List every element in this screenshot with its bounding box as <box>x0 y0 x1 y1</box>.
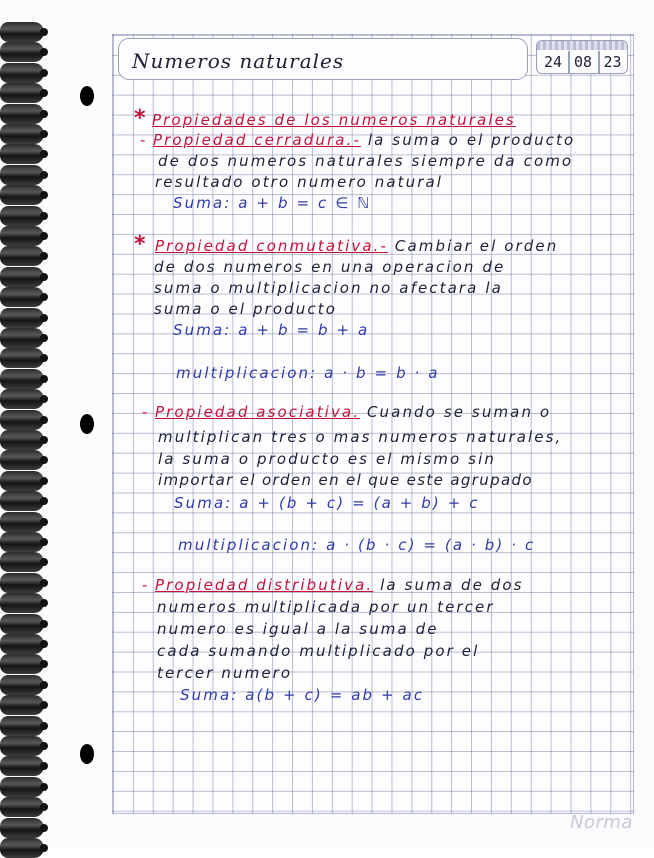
property-text: la suma de dos <box>380 576 524 594</box>
spiral-ring-icon <box>0 491 44 511</box>
asterisk-icon: * <box>134 106 146 131</box>
formula-suma: Suma: a + (b + c) = (a + b) + c <box>174 494 480 512</box>
property-text: la suma o el producto <box>367 131 576 149</box>
spiral-ring-icon <box>0 797 44 817</box>
text-line: multiplican tres o mas numeros naturales, <box>158 428 563 446</box>
page-title: Numeros naturales <box>132 49 345 73</box>
text-line: importar el orden en el que este agrupado <box>158 471 533 489</box>
spiral-ring-icon <box>0 573 44 593</box>
spiral-ring-icon <box>0 614 44 634</box>
property-text: Cambiar el orden <box>394 237 559 255</box>
spiral-ring-icon <box>0 593 44 613</box>
property-conmutativa <box>155 237 558 255</box>
spiral-ring-icon <box>0 308 44 328</box>
spiral-ring-icon <box>0 144 44 164</box>
spiral-ring-icon <box>0 695 44 715</box>
spiral-ring-icon <box>0 634 44 654</box>
text-line: suma o multiplicacion no afectara la <box>154 279 503 297</box>
date-day: 24 <box>543 53 563 71</box>
spiral-ring-icon <box>0 42 44 62</box>
spiral-ring-icon <box>0 777 44 797</box>
date-year: 23 <box>603 53 622 71</box>
spiral-ring-icon <box>0 63 44 83</box>
property-text: Cuando se suman o <box>366 403 552 421</box>
spiral-ring-icon <box>0 246 44 266</box>
spiral-ring-icon <box>0 512 44 532</box>
text-line: numero es igual a la suma de <box>157 620 439 638</box>
asterisk-icon: * <box>134 232 146 257</box>
spiral-ring-icon <box>0 450 44 470</box>
bullet-dash: - <box>142 403 148 421</box>
property-label: Propiedad cerradura.- <box>153 131 361 149</box>
text-line: resultado otro numero natural <box>155 173 444 191</box>
property-asociativa <box>155 403 551 421</box>
spiral-ring-icon <box>0 22 44 42</box>
text-line: de dos numeros en una operacion de <box>154 258 506 276</box>
spiral-ring-icon <box>0 552 44 572</box>
property-label: Propiedad distributiva. <box>155 576 374 594</box>
bullet-dash: - <box>142 576 148 594</box>
text-line: la suma o producto es el mismo sin <box>158 450 496 468</box>
spiral-ring-icon <box>0 389 44 409</box>
date-month: 08 <box>573 53 593 71</box>
brand-logo: Norma <box>570 812 633 833</box>
spiral-ring-icon <box>0 818 44 838</box>
spiral-ring-icon <box>0 165 44 185</box>
punch-hole-icon <box>80 86 94 106</box>
section-heading: Propiedades de los numeros naturales <box>152 111 516 129</box>
formula-suma: Suma: a + b = b + a <box>173 321 370 339</box>
spiral-ring-icon <box>0 226 44 246</box>
punch-hole-icon <box>80 414 94 434</box>
spiral-ring-icon <box>0 369 44 389</box>
bullet-dash: - <box>140 131 146 149</box>
spiral-ring-icon <box>0 83 44 103</box>
formula-suma: Suma: a + b = c ∈ ℕ <box>173 194 372 212</box>
text-line: suma o el producto <box>154 300 338 318</box>
date-box <box>536 40 628 74</box>
spiral-ring-icon <box>0 328 44 348</box>
formula-multiplicacion: multiplicacion: a · (b · c) = (a · b) · c <box>178 536 536 554</box>
text-line: cada sumando multiplicado por el <box>157 642 480 660</box>
spiral-ring-icon <box>0 716 44 736</box>
formula-suma: Suma: a(b + c) = ab + ac <box>180 686 425 704</box>
spiral-ring-icon <box>0 675 44 695</box>
spiral-ring-icon <box>0 185 44 205</box>
spiral-ring-icon <box>0 124 44 144</box>
spiral-ring-icon <box>0 654 44 674</box>
spiral-ring-icon <box>0 838 44 858</box>
spiral-ring-icon <box>0 471 44 491</box>
text-line: tercer numero <box>157 664 293 682</box>
spiral-ring-icon <box>0 104 44 124</box>
punch-hole-icon <box>80 744 94 764</box>
spiral-ring-icon <box>0 736 44 756</box>
property-label: Propiedad asociativa. <box>155 403 361 421</box>
text-line: numeros multiplicada por un tercer <box>157 598 495 616</box>
spiral-ring-icon <box>0 267 44 287</box>
text-line: de dos numeros naturales siempre da como <box>158 152 574 170</box>
property-label: Propiedad conmutativa.- <box>155 237 389 255</box>
property-cerradura <box>153 131 575 149</box>
spiral-ring-icon <box>0 206 44 226</box>
spiral-ring-icon <box>0 532 44 552</box>
spiral-ring-icon <box>0 287 44 307</box>
date-header-strip <box>537 41 627 50</box>
spiral-ring-icon <box>0 348 44 368</box>
spiral-ring-icon <box>0 410 44 430</box>
spiral-ring-icon <box>0 430 44 450</box>
spiral-ring-icon <box>0 756 44 776</box>
property-distributiva <box>155 576 524 594</box>
formula-multiplicacion: multiplicacion: a · b = b · a <box>176 364 440 382</box>
